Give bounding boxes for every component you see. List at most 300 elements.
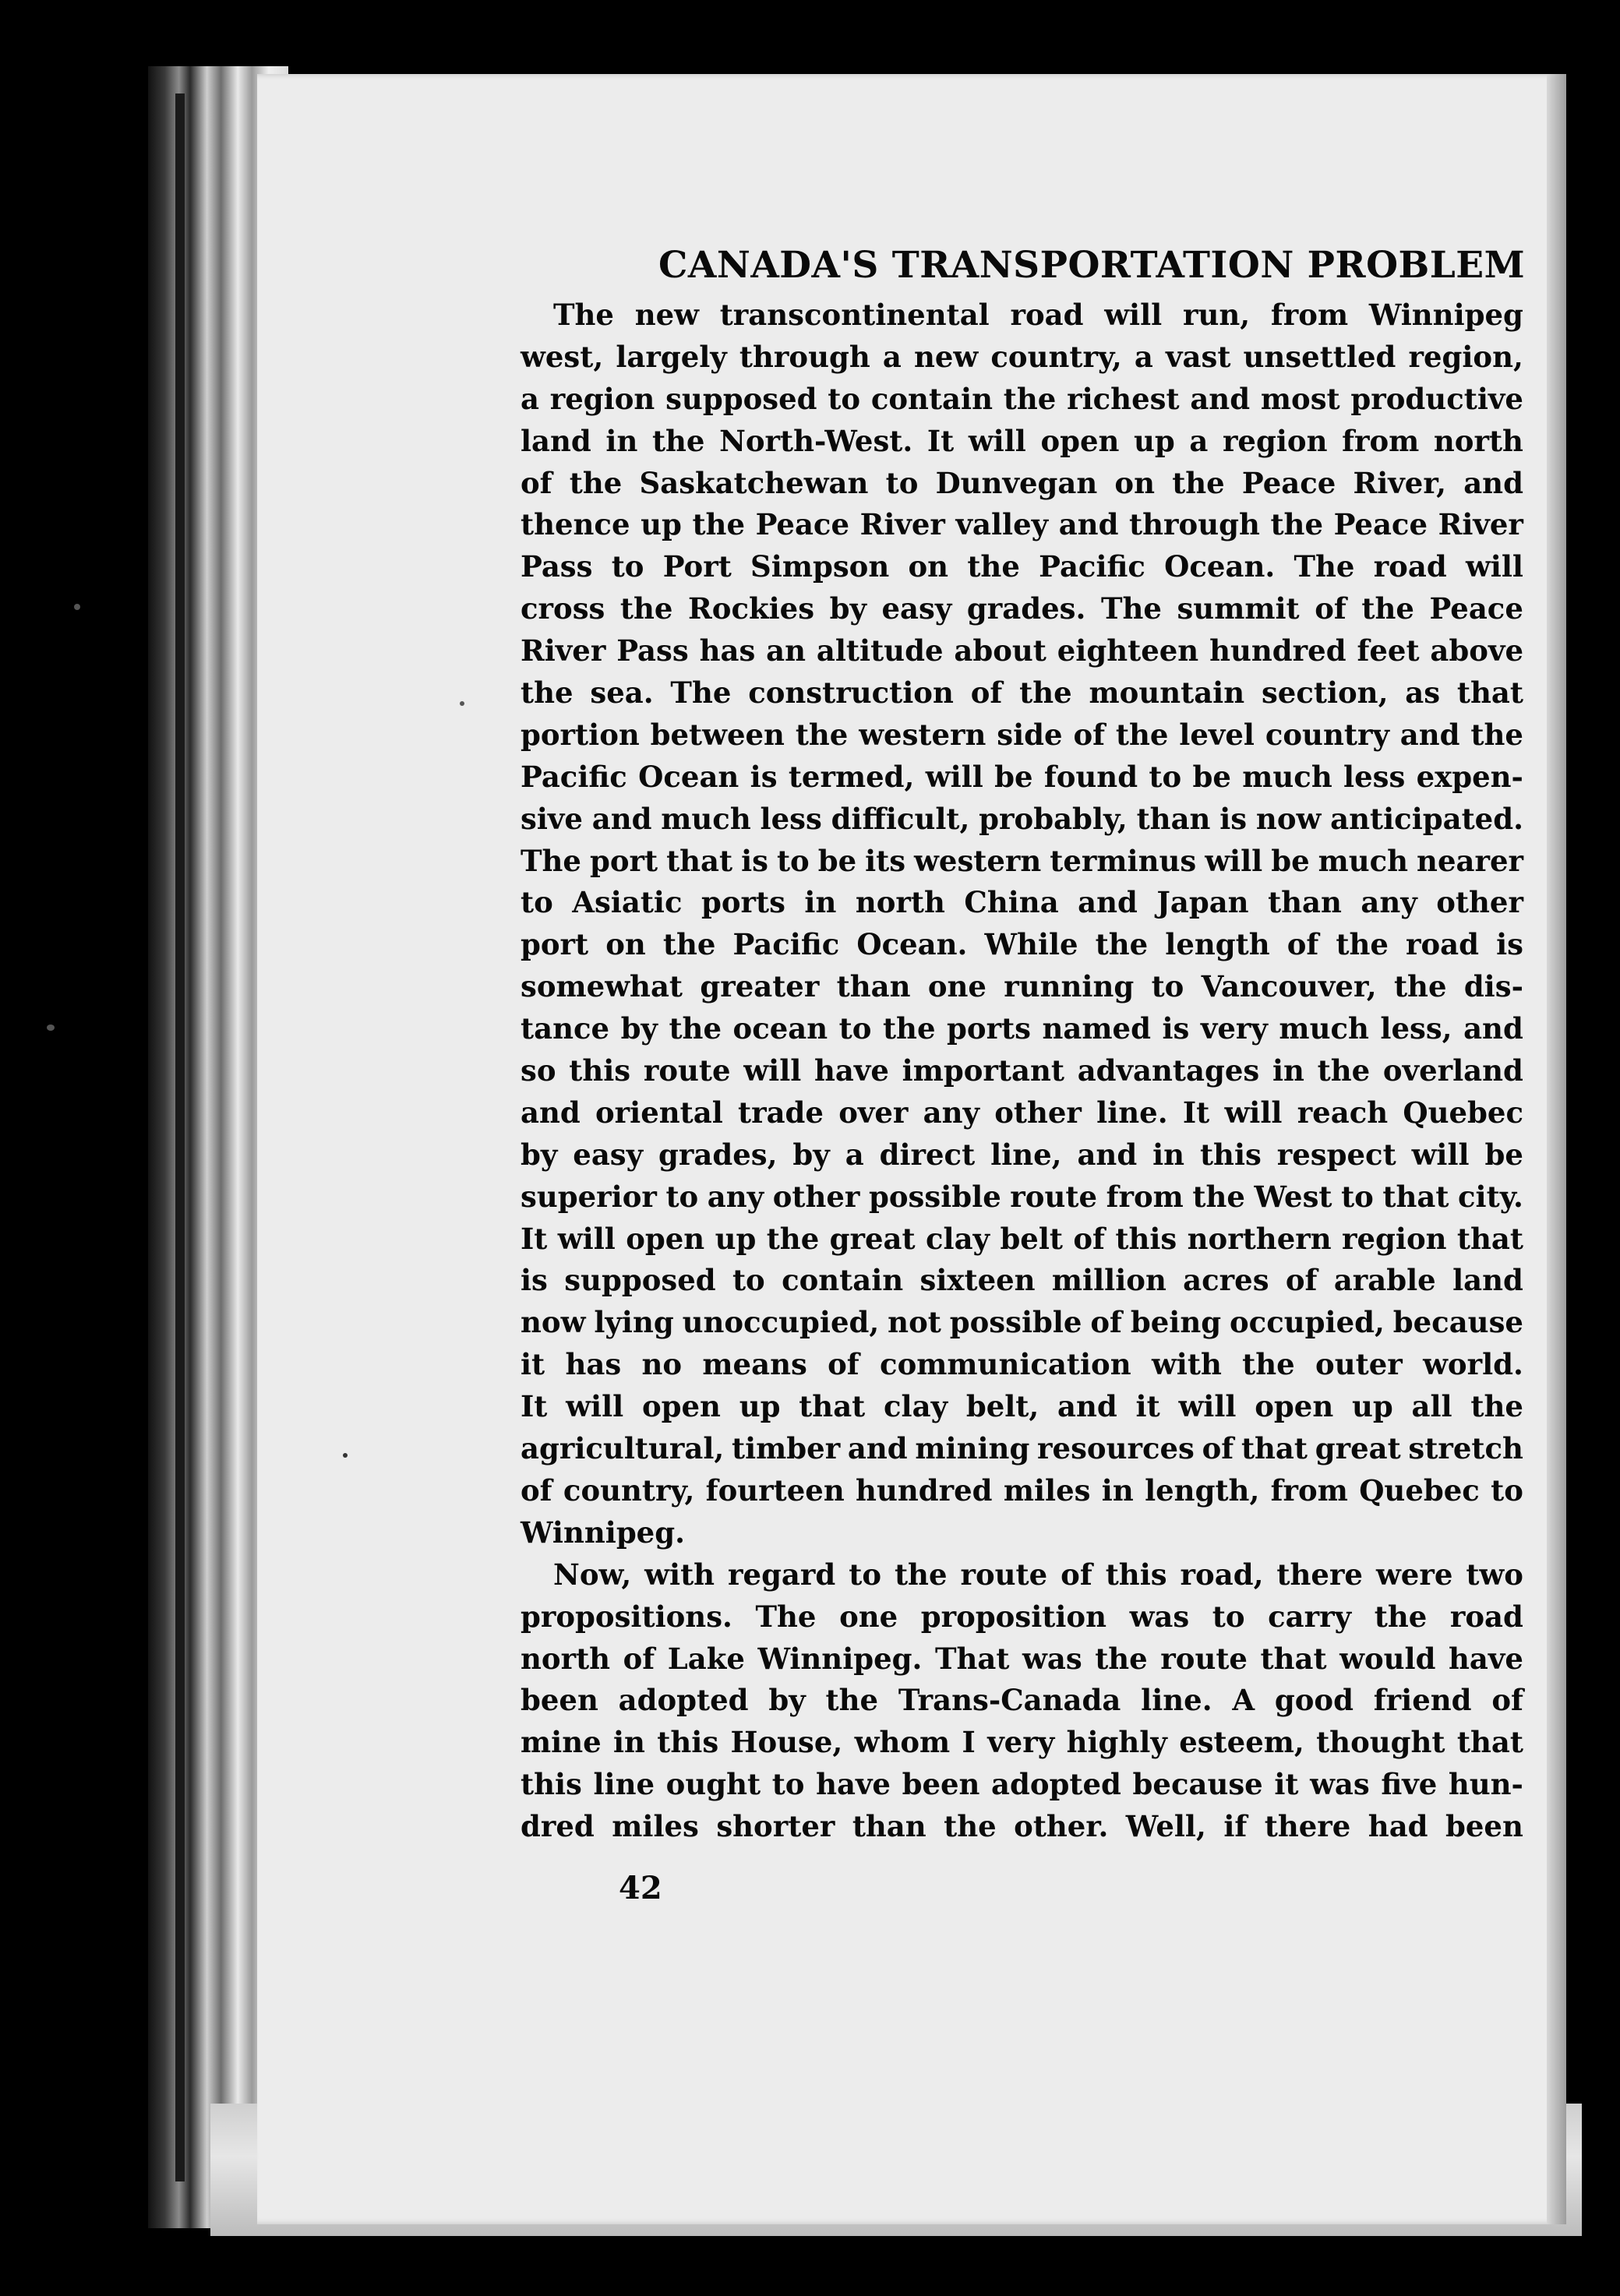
word: communication <box>880 1347 1131 1382</box>
text-line <box>521 379 1523 421</box>
word: the <box>651 423 705 458</box>
word: this <box>521 1767 582 1802</box>
text-line <box>521 463 1523 505</box>
word: the <box>1003 381 1057 416</box>
word: world. <box>1423 1347 1523 1382</box>
word: it <box>1135 1389 1160 1424</box>
word: River <box>859 507 945 542</box>
word: mine <box>521 1725 602 1760</box>
text-line <box>521 588 1523 630</box>
word: new <box>913 339 979 374</box>
word: level <box>1179 717 1255 752</box>
word: up <box>1351 1389 1393 1424</box>
word: stretch <box>1408 1431 1523 1466</box>
word: north <box>1433 423 1523 458</box>
word: line <box>593 1767 655 1802</box>
text-line <box>521 1428 1523 1470</box>
word: of <box>1061 1557 1092 1592</box>
word: because <box>1132 1767 1263 1802</box>
word: whom <box>854 1725 951 1760</box>
text-line <box>521 924 1523 966</box>
word: and <box>1190 381 1251 416</box>
word: its <box>865 843 906 878</box>
word: shorter <box>716 1809 835 1844</box>
word: ports <box>701 885 785 920</box>
binding-shadow <box>175 93 185 2181</box>
word: with <box>644 1557 715 1592</box>
word: regard <box>728 1557 836 1592</box>
word: because <box>1392 1305 1523 1340</box>
word: will <box>1465 549 1523 584</box>
word: of <box>521 465 552 500</box>
word: River, <box>1353 465 1447 500</box>
word: That <box>934 1641 1010 1676</box>
word: the <box>825 1683 879 1718</box>
word: Pacific <box>732 927 840 962</box>
word: in <box>804 885 837 920</box>
word: was <box>1310 1767 1370 1802</box>
word: be <box>1271 843 1310 878</box>
word: will <box>1178 1389 1237 1424</box>
word: than <box>1136 801 1211 836</box>
word: named <box>1042 1011 1151 1046</box>
word: section, <box>1261 675 1389 711</box>
word: to <box>776 843 810 878</box>
word: to <box>1491 1472 1523 1508</box>
word: between <box>650 717 785 752</box>
word: sixteen <box>919 1263 1036 1298</box>
scan-speck <box>343 1453 348 1458</box>
word: open <box>1255 1389 1334 1424</box>
word: fourteen <box>705 1472 845 1508</box>
word: found <box>1043 759 1138 794</box>
word: side <box>997 717 1063 752</box>
word: Pass <box>616 633 689 668</box>
word: to <box>1341 1179 1374 1214</box>
word: in <box>1101 1472 1134 1508</box>
word: will <box>925 759 983 794</box>
word: through <box>739 339 870 374</box>
word: supposed <box>665 381 817 416</box>
word: mining <box>915 1431 1030 1466</box>
text-line <box>521 1219 1523 1261</box>
word: it <box>521 1347 545 1382</box>
word: have <box>814 1053 889 1088</box>
word: an <box>766 633 806 668</box>
word: this <box>1199 1137 1262 1172</box>
word: much <box>1318 843 1409 878</box>
word: than <box>836 969 911 1004</box>
word: is <box>741 843 768 878</box>
word: road <box>1449 1599 1523 1634</box>
word: the <box>1361 591 1414 626</box>
word: of <box>828 1347 859 1382</box>
word: route <box>960 1557 1048 1592</box>
word: easy <box>573 1137 644 1172</box>
text-line <box>521 546 1523 588</box>
word: will <box>1104 298 1163 332</box>
word: construction <box>748 675 954 711</box>
text-line <box>521 1554 1523 1596</box>
word: this <box>1105 1557 1167 1592</box>
word: the <box>1470 717 1523 752</box>
word: reach <box>1297 1095 1389 1130</box>
word: will <box>968 423 1026 458</box>
word: Port <box>662 549 732 584</box>
word: Asiatic <box>572 885 683 920</box>
word: the <box>1242 1347 1295 1382</box>
word: other. <box>1014 1809 1109 1844</box>
word: be <box>994 759 1033 794</box>
word: to <box>665 1179 699 1214</box>
word: It <box>926 423 955 458</box>
word: of <box>1286 927 1319 962</box>
word: country <box>1265 717 1389 752</box>
word: open <box>641 1389 721 1424</box>
word: the <box>1019 675 1072 711</box>
word: ports <box>947 1011 1031 1046</box>
word: Japan <box>1156 885 1249 920</box>
word: been <box>902 1767 980 1802</box>
word: It <box>1182 1095 1210 1130</box>
word: from <box>1342 423 1420 458</box>
word: less, <box>1380 1011 1452 1046</box>
word: much <box>1242 759 1332 794</box>
word: richest <box>1067 381 1180 416</box>
word: grades, <box>658 1137 778 1172</box>
word: will <box>1411 1137 1470 1172</box>
word: as <box>1405 675 1441 711</box>
word: road <box>1405 927 1480 962</box>
word: and <box>847 1431 908 1466</box>
word: miles <box>612 1809 699 1844</box>
word: nearer <box>1417 843 1523 878</box>
word: of <box>1285 1263 1318 1298</box>
word: probably, <box>979 801 1128 836</box>
word: termed, <box>788 759 915 794</box>
word: that <box>1456 1725 1523 1760</box>
word: and <box>1399 717 1460 752</box>
word: north <box>855 885 945 920</box>
word: and <box>591 801 652 836</box>
word: the <box>1374 1599 1428 1634</box>
word: that <box>799 1389 866 1424</box>
word: vast <box>1166 339 1231 374</box>
word: be <box>817 843 857 878</box>
word: there <box>1264 1809 1351 1844</box>
text-line <box>521 1638 1523 1681</box>
word: road <box>1010 298 1084 332</box>
word: not <box>888 1305 941 1340</box>
word: other <box>1436 885 1523 920</box>
word: in <box>605 423 638 458</box>
word: line. <box>1141 1683 1212 1718</box>
word: Winnipeg. <box>757 1641 923 1676</box>
word: to <box>1212 1599 1245 1634</box>
word: timber <box>732 1431 841 1466</box>
word: the <box>619 591 673 626</box>
word: The <box>553 298 614 332</box>
word: the <box>967 549 1020 584</box>
word: very <box>987 1725 1055 1760</box>
word: unsettled <box>1243 339 1396 374</box>
page-number: 42 <box>619 1870 662 1906</box>
word: advantages <box>1077 1053 1260 1088</box>
word: A <box>1232 1683 1255 1718</box>
word: with <box>1151 1347 1222 1382</box>
word: above <box>1430 633 1523 668</box>
word: Peace <box>1429 591 1523 626</box>
word: has <box>699 633 756 668</box>
word: be <box>1484 1137 1523 1172</box>
word: unoccupied, <box>682 1305 880 1340</box>
word: the <box>944 1809 997 1844</box>
word: to <box>521 885 553 920</box>
word: and <box>1463 465 1523 500</box>
word: region <box>1342 1221 1447 1256</box>
word: greater <box>700 969 820 1004</box>
word: good <box>1274 1683 1354 1718</box>
word: clay <box>926 1221 990 1256</box>
word: to <box>885 465 919 500</box>
word: cross <box>521 591 605 626</box>
word: oriental <box>595 1095 723 1130</box>
word: productive <box>1350 381 1523 416</box>
word: by <box>792 1137 830 1172</box>
text-line <box>521 841 1523 883</box>
word: be <box>1192 759 1231 794</box>
word: over <box>838 1095 909 1130</box>
word: up <box>1134 423 1175 458</box>
word: tance <box>521 1011 610 1046</box>
word: than <box>852 1809 926 1844</box>
word: ought <box>665 1767 761 1802</box>
word: will <box>1205 843 1263 878</box>
word: to <box>771 1767 805 1802</box>
word: occupied, <box>1230 1305 1385 1340</box>
word: been <box>1445 1809 1523 1844</box>
word: northern <box>1187 1221 1332 1256</box>
word: line. <box>1096 1095 1168 1130</box>
word: agricultural, <box>521 1431 725 1466</box>
word: The <box>670 675 732 711</box>
word: Simpson <box>750 549 890 584</box>
word: and <box>1057 1389 1117 1424</box>
word: port <box>589 843 658 878</box>
word: port <box>521 927 589 962</box>
text-line <box>521 1806 1523 1848</box>
word: that <box>1456 675 1523 711</box>
word: has <box>565 1347 622 1382</box>
word: summit <box>1177 591 1300 626</box>
word: road <box>1373 549 1447 584</box>
word: largely <box>616 339 727 374</box>
word: and <box>1463 1011 1523 1046</box>
word: hundred <box>1209 633 1346 668</box>
word: hun- <box>1448 1767 1523 1802</box>
word: the <box>1336 927 1389 962</box>
word: a <box>521 381 539 416</box>
word: were <box>1375 1557 1453 1592</box>
word: a <box>1134 339 1153 374</box>
word: carry <box>1268 1599 1352 1634</box>
word: outer <box>1315 1347 1403 1382</box>
word: have <box>816 1767 891 1802</box>
word: easy <box>881 591 952 626</box>
word: run, <box>1182 298 1251 332</box>
word: thence <box>521 507 630 542</box>
word: the <box>1095 927 1149 962</box>
word: Ocean. <box>1164 549 1276 584</box>
word: the <box>1115 717 1169 752</box>
word: sive <box>521 801 583 836</box>
word: of <box>1090 1305 1122 1340</box>
word: of <box>521 1472 552 1508</box>
word: on <box>605 927 646 962</box>
word: clay <box>884 1389 948 1424</box>
word: million <box>1051 1263 1166 1298</box>
scan-speck <box>74 604 80 610</box>
word: Trans-Canada <box>898 1683 1121 1718</box>
word: Well, <box>1125 1809 1206 1844</box>
word: will <box>1224 1095 1283 1130</box>
word: Winnipeg <box>1368 298 1523 332</box>
word: north <box>521 1641 611 1676</box>
word: adopted <box>991 1767 1121 1802</box>
word: on <box>908 549 949 584</box>
word: new <box>634 298 699 332</box>
word: superior <box>521 1179 657 1214</box>
word: less <box>1343 759 1406 794</box>
word: feet <box>1357 633 1420 668</box>
word: It <box>521 1221 548 1256</box>
word: Ocean. <box>856 927 968 962</box>
text-line <box>521 882 1523 924</box>
word: that <box>666 843 733 878</box>
word: will <box>743 1053 802 1088</box>
word: the <box>1393 969 1447 1004</box>
word: a <box>1189 423 1209 458</box>
word: transcontinental <box>719 298 990 332</box>
word: to <box>838 1011 872 1046</box>
text-line <box>521 1008 1523 1050</box>
word: one <box>839 1599 898 1634</box>
word: and <box>1077 1137 1138 1172</box>
word: portion <box>521 717 640 752</box>
word: one <box>927 969 986 1004</box>
word: and <box>521 1095 581 1130</box>
word: city. <box>1458 1179 1523 1214</box>
word: up <box>739 1389 781 1424</box>
word: much <box>661 801 751 836</box>
word: route <box>643 1053 731 1088</box>
word: ocean <box>732 1011 828 1046</box>
word: western <box>859 717 986 752</box>
word: altitude <box>816 633 944 668</box>
word: important <box>902 1053 1064 1088</box>
word: this <box>1115 1221 1177 1256</box>
word: to <box>828 381 861 416</box>
word: open <box>1040 423 1120 458</box>
word: of <box>1202 1431 1234 1466</box>
word: The <box>1100 591 1162 626</box>
word: Pacific <box>1039 549 1145 584</box>
word: West <box>1254 1179 1332 1214</box>
word: have <box>1449 1641 1523 1676</box>
word: North-West. <box>719 423 913 458</box>
word: very <box>1200 1011 1268 1046</box>
word: than <box>1268 885 1342 920</box>
word: hundred <box>856 1472 993 1508</box>
word: if <box>1223 1809 1248 1844</box>
word: Pass <box>521 549 593 584</box>
word: of <box>1073 717 1106 752</box>
text-line <box>521 1092 1523 1134</box>
word: thought <box>1316 1725 1445 1760</box>
word: of <box>623 1641 655 1676</box>
word: to <box>611 549 644 584</box>
word: about <box>954 633 1046 668</box>
word: terminus <box>1050 843 1197 878</box>
word: the <box>569 465 623 500</box>
word: it <box>1274 1767 1299 1802</box>
word: River <box>1438 507 1523 542</box>
word: The <box>521 843 581 878</box>
word: possible <box>869 1179 1001 1214</box>
word: Quebec <box>1359 1472 1480 1508</box>
word: so <box>521 1053 556 1088</box>
word: region <box>1222 423 1328 458</box>
word: the <box>795 717 849 752</box>
word: is <box>1162 1011 1190 1046</box>
word: two <box>1466 1557 1523 1592</box>
word: will <box>557 1221 616 1256</box>
word: any <box>923 1095 979 1130</box>
word: sea. <box>590 675 654 711</box>
word: It <box>521 1389 548 1424</box>
text-line <box>521 1470 1523 1512</box>
word: the <box>1470 1389 1523 1424</box>
word: was <box>1022 1641 1082 1676</box>
running-head: CANADA'S TRANSPORTATION PROBLEM <box>658 244 1526 287</box>
word: miles <box>1003 1472 1091 1508</box>
word: proposition <box>920 1599 1106 1634</box>
word: House, <box>730 1725 843 1760</box>
text-line <box>521 757 1523 799</box>
word: up <box>641 507 682 542</box>
word: trade <box>737 1095 824 1130</box>
word: of <box>970 675 1003 711</box>
text-line <box>521 672 1523 714</box>
body-text <box>521 294 1523 1848</box>
text-line <box>521 1176 1523 1219</box>
word: is <box>1496 927 1523 962</box>
word: While <box>984 927 1078 962</box>
word: highly <box>1066 1725 1167 1760</box>
text-line <box>521 1302 1523 1344</box>
word: five <box>1381 1767 1438 1802</box>
text-line <box>521 1722 1523 1764</box>
word: in <box>1152 1137 1185 1172</box>
text-line <box>521 1050 1523 1092</box>
word: is <box>521 1263 548 1298</box>
word: all <box>1411 1389 1452 1424</box>
word: Peace <box>1333 507 1428 542</box>
word: Now, <box>553 1557 632 1592</box>
word: dred <box>521 1809 595 1844</box>
word: Winnipeg. <box>521 1515 685 1550</box>
word: a <box>845 1137 864 1172</box>
